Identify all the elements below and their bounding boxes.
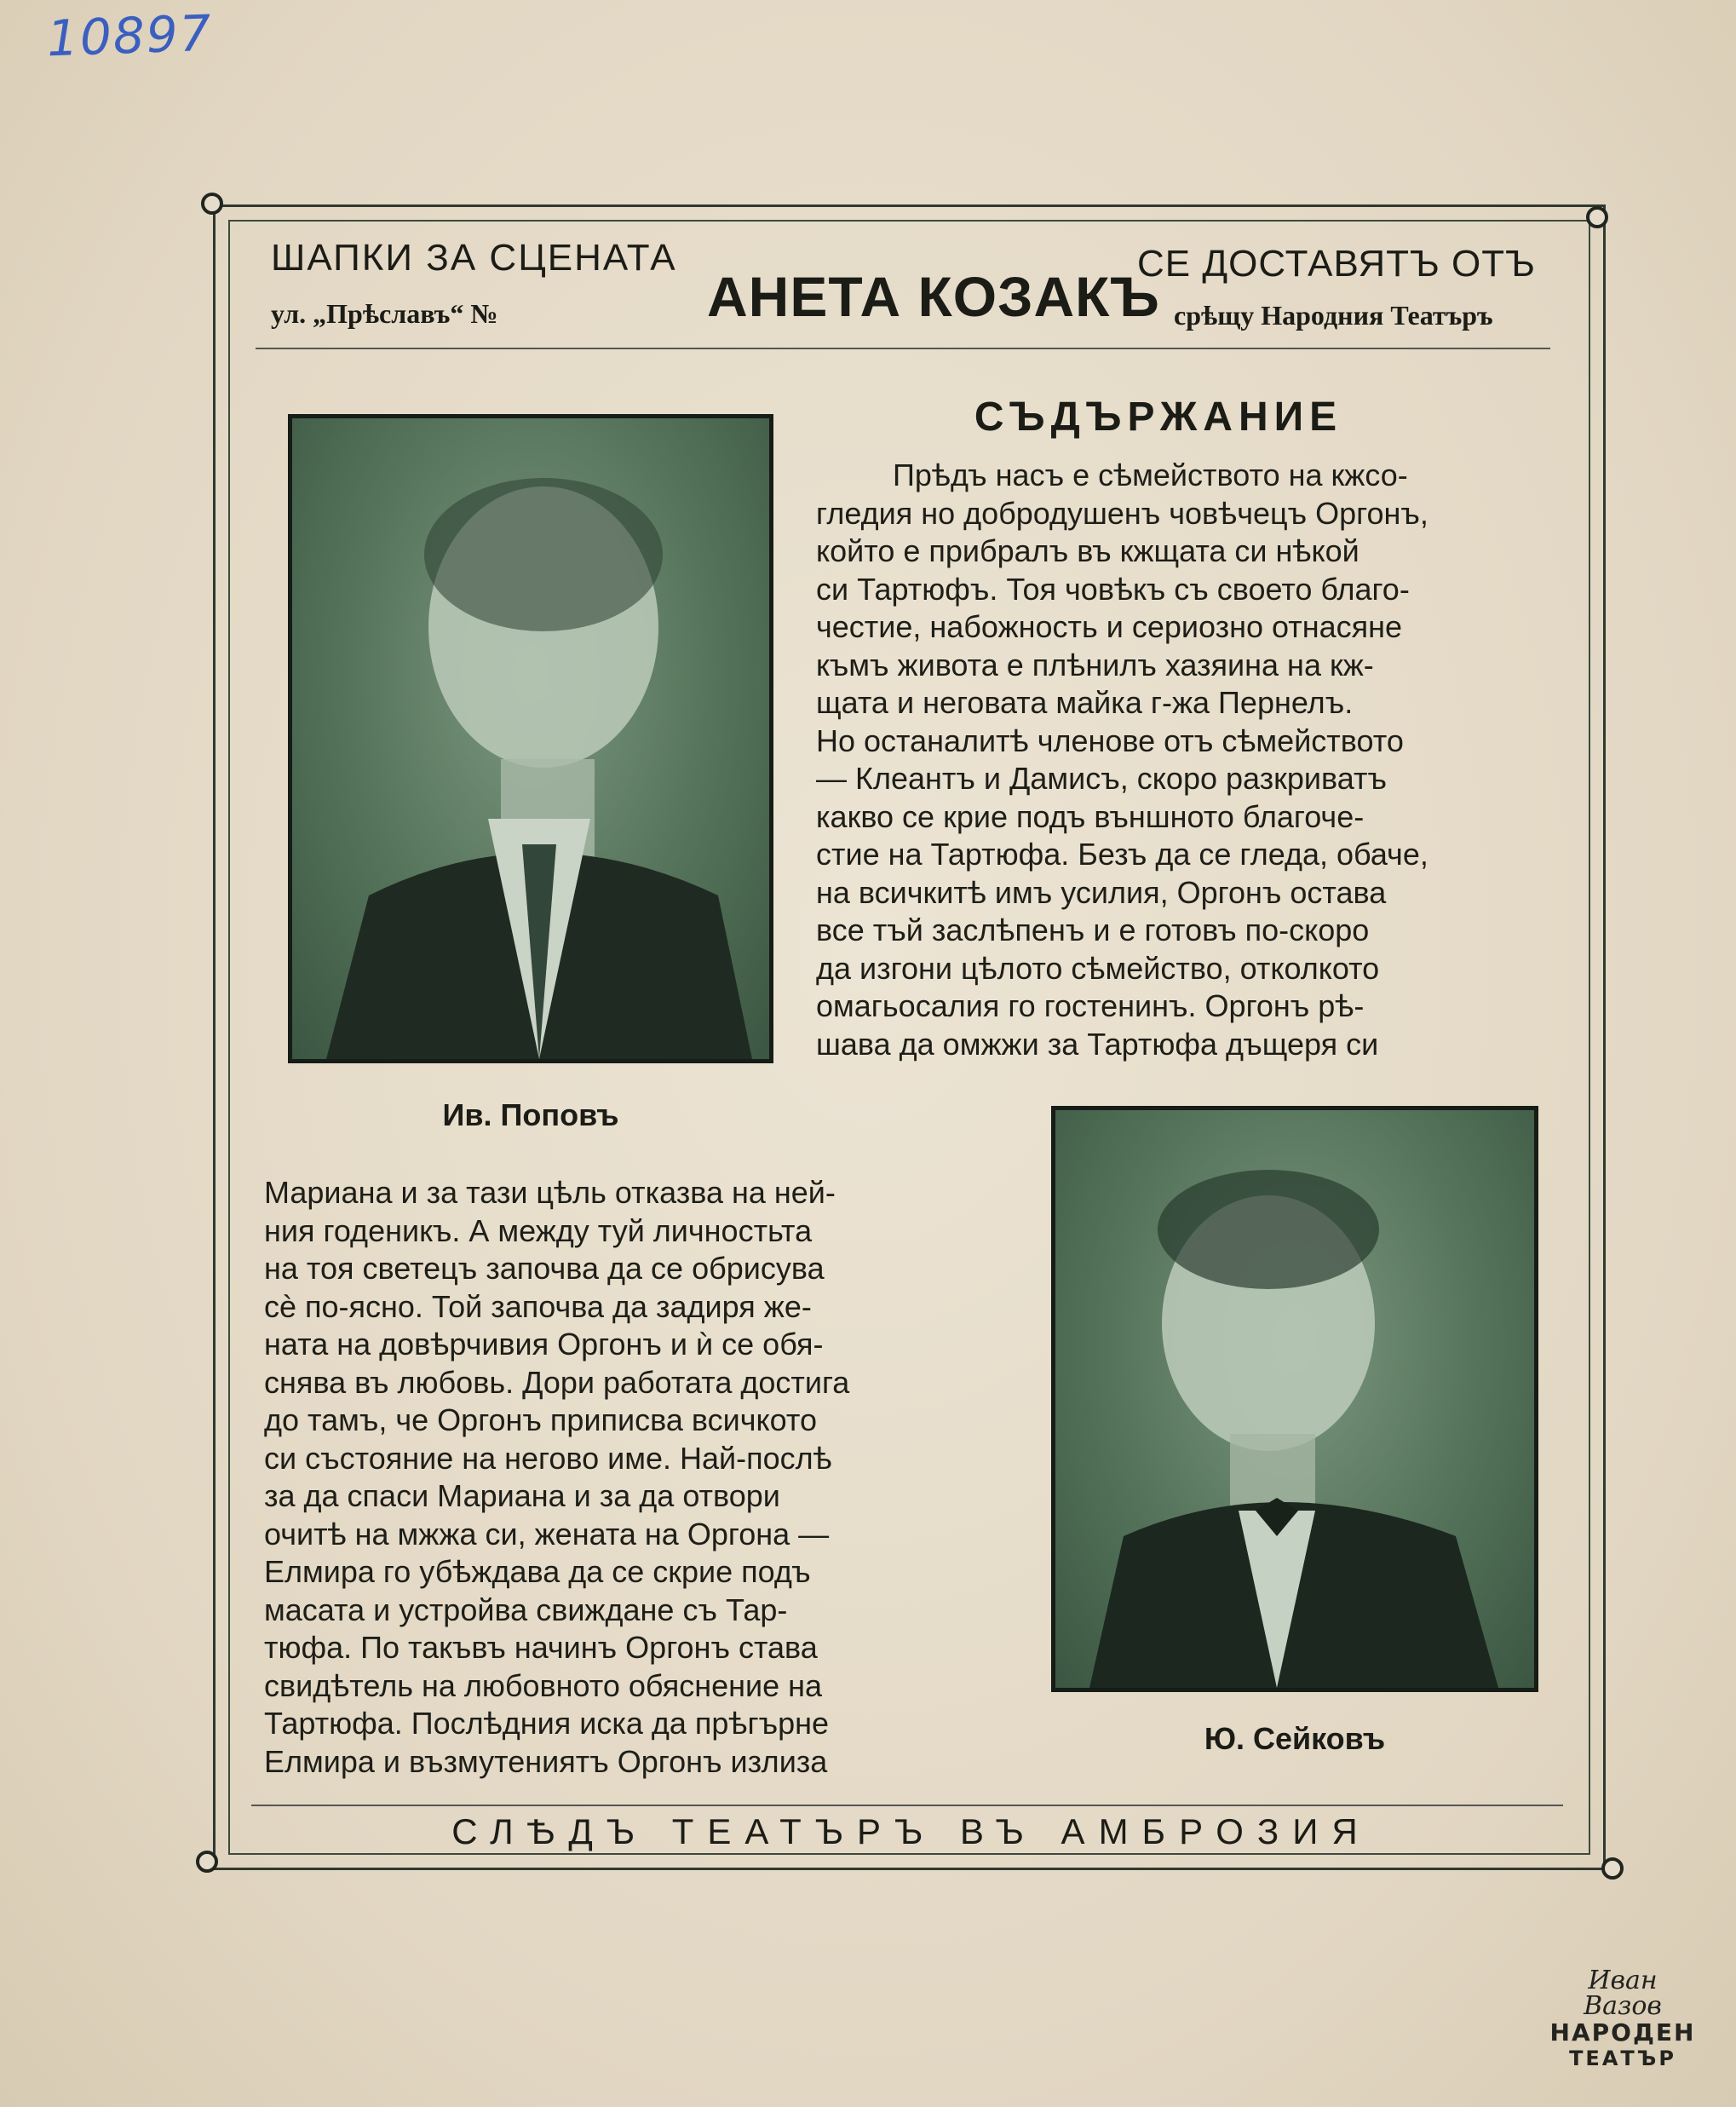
text-line: на тоя светецъ започва да се обрисува <box>264 1251 825 1286</box>
text-line: все тъй заслѣпенъ и е готовъ по-скоро <box>816 912 1370 947</box>
corner-ornament-top-right <box>1586 206 1608 228</box>
inventory-number: 10897 <box>45 3 214 68</box>
header-right-line2: срѣщу Народния Театъръ <box>1174 300 1493 331</box>
corner-ornament-bottom-right <box>1601 1857 1624 1880</box>
text-line: си Тартюфъ. Тоя човѣкъ съ своето благо- <box>816 571 1410 607</box>
text-line: Елмира го убѣждава да се скрие подъ <box>264 1554 811 1589</box>
text-line: сѐ по-ясно. Той започва да задиря же- <box>264 1288 812 1324</box>
text-line: къмъ живота е плѣнилъ хазяина на кж- <box>816 647 1374 682</box>
text-line: щата и неговата майка г-жа Пернелъ. <box>816 685 1354 720</box>
header-center-title: АНЕТА КОЗАКЪ <box>707 265 1160 328</box>
corner-ornament-bottom-left <box>196 1851 218 1873</box>
footer-advertisement: СЛѢДЪ ТЕАТЪРЪ ВЪ АМБРОЗИЯ <box>451 1811 1371 1851</box>
text-line: на всичкитѣ имъ усилия, Оргонъ остава <box>816 874 1387 910</box>
photo-caption-left: Ив. Поповъ <box>442 1097 619 1132</box>
text-line: Мариана и за тази цѣль отказва на ней- <box>264 1175 836 1210</box>
text-line: очитѣ на мжжа си, жената на Оргона — <box>264 1516 830 1551</box>
text-line: масата и устройва свиждане съ Тар- <box>264 1592 788 1627</box>
portrait-photo-right <box>1051 1106 1538 1692</box>
text-line: си състояние на негово име. Най-послѣ <box>264 1440 832 1476</box>
synopsis-text-bottom <box>264 1174 997 1781</box>
photo-caption-right: Ю. Сейковъ <box>1204 1721 1386 1756</box>
header-left-line2: ул. „Прѣславъ“ № <box>271 298 498 329</box>
content-heading: СЪДЪРЖАНИЕ <box>974 394 1343 440</box>
text-line: до тамъ, че Оргонъ приписва всичкото <box>264 1402 817 1437</box>
text-line: за да спаси Мариана и за да отвори <box>264 1478 780 1513</box>
footer-divider <box>251 1805 1563 1806</box>
text-line: гледия но добродушенъ човѣчецъ Оргонъ, <box>816 495 1428 531</box>
text-line: Но останалитѣ членове отъ сѣмейството <box>816 722 1404 758</box>
text-line: какво се крие подъ външното благоче- <box>816 798 1365 834</box>
text-line: — Клеантъ и Дамисъ, скоро разкриватъ <box>816 761 1387 796</box>
text-line: стие на Тартюфа. Безъ да се гледа, обаче, <box>816 837 1428 872</box>
stamp-line2: ТЕАТЪР <box>1569 2047 1676 2070</box>
text-line: шава да омжжи за Тартюфа дъщеря си <box>816 1026 1379 1062</box>
header-right-line1: СЕ ДОСТАВЯТЪ ОТЪ <box>1137 243 1536 285</box>
text-line: ния годеникъ. А между туй личностьта <box>264 1212 813 1248</box>
header-divider <box>256 348 1550 349</box>
text-line: да изгони цѣлото сѣмейство, отколкото <box>816 950 1380 986</box>
text-line: Прѣдъ насъ е сѣмейството на кжсо- <box>893 458 1408 492</box>
text-line: снява въ любовь. Дори работата достига <box>264 1364 850 1400</box>
text-line: който е прибралъ въ кжщата си нѣкой <box>816 533 1359 568</box>
text-line: омагьосалия го гостенинъ. Оргонъ рѣ- <box>816 988 1365 1023</box>
text-line: Тартюфа. Послѣдния иска да прѣгърне <box>264 1706 830 1741</box>
stamp-line1: НАРОДЕН <box>1549 2018 1696 2047</box>
stamp-signature: Иван Вазов <box>1584 1966 1662 2021</box>
synopsis-text-top <box>816 457 1547 1063</box>
text-line: ната на довѣрчивия Оргонъ и ѝ се обя- <box>264 1327 824 1361</box>
theatre-stamp-logo <box>1546 1968 1699 2070</box>
portrait-photo-left <box>288 414 773 1063</box>
header-left-line1: ШАПКИ ЗА СЦЕНАТА <box>271 237 677 279</box>
corner-ornament-top-left <box>201 193 223 215</box>
text-line: тюфа. По такъвъ начинъ Оргонъ става <box>264 1630 818 1665</box>
text-line: свидѣтель на любовното обяснение на <box>264 1667 823 1703</box>
text-line: честие, набожность и сериозно отнасяне <box>816 609 1403 644</box>
text-line: Елмира и възмутениятъ Оргонъ излиза <box>264 1743 828 1779</box>
